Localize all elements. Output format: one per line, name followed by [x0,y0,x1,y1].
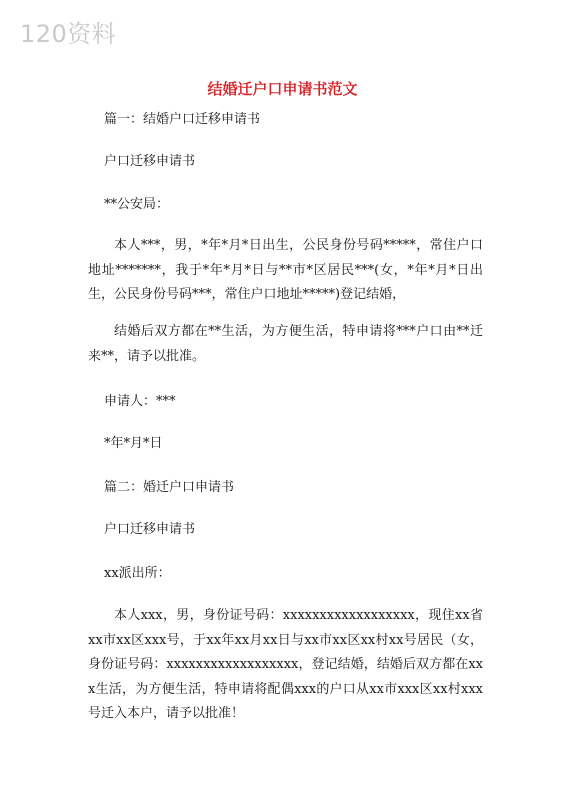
watermark-logo: 120资料 [20,20,117,48]
section1-applicant: 申请人：*** [104,394,176,409]
section1-doc-title: 户口迁移申请书 [104,154,196,169]
section2-heading: 篇二：婚迁户口申请书 [104,480,235,495]
section1-date: *年*月*日 [104,436,163,451]
document-title: 结婚迁户口申请书范文 [207,80,358,98]
section1-paragraph-2: 结婚后双方都在**生活，为方便生活，特申请将***户口由**迁来**，请予以批准。 [88,324,483,364]
section2-paragraph-1: 本人xxx，男，身份证号码：xxxxxxxxxxxxxxxxxx，现住xx省xx市xx区xxx号，于xx年xx月xx日与xx市xx区xx村xx号居民（女，身份证号码：xxxxxxxxxxxxxxxxxx，登记结婚，结婚后双方都在xxx生活，为方便生活，特申请将配偶xxx的户口从xx市xxx区xx村xxx号迁入本户，请予以批准！ [88,608,483,721]
section1-paragraph-1: 本人***，男，*年*月*日出生，公民身份号码*****，常住户口地址*******，我于*年*月*日与**市*区居民***(女，*年*月*日出生，公民身份号码***，常住户口地址*****)登记结婚， [88,238,483,302]
section1-heading: 篇一：结婚户口迁移申请书 [104,112,261,127]
section2-addressee: xx派出所： [104,566,171,581]
section1-addressee: **公安局： [104,197,170,212]
section2-doc-title: 户口迁移申请书 [104,522,196,537]
